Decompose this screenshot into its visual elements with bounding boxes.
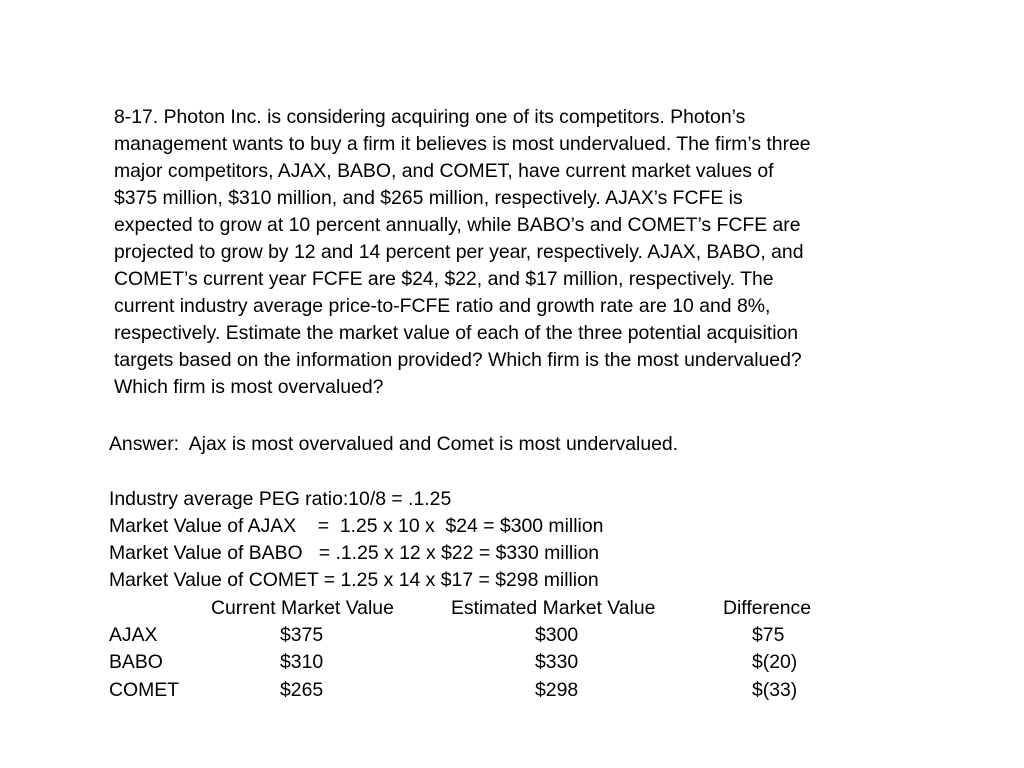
answer-summary: Answer: Ajax is most overvalued and Comet is most undervalued. bbox=[109, 433, 679, 455]
answer-block bbox=[109, 431, 812, 704]
calc-line: Market Value of AJAX = 1.25 x 10 x $24 = $300 million bbox=[109, 514, 604, 537]
column-header-estimated: Estimated Market Value bbox=[451, 596, 656, 619]
calc-line: Market Value of BABO = .1.25 x 12 x $22 = $330 million bbox=[109, 542, 600, 565]
question-line: Which firm is most overvalued? bbox=[114, 376, 384, 398]
firm-name: COMET bbox=[109, 678, 180, 701]
difference-value: $75 bbox=[752, 624, 785, 647]
difference-value: $(33) bbox=[752, 678, 798, 701]
firm-name: BABO bbox=[109, 651, 163, 674]
column-header-difference: Difference bbox=[723, 596, 812, 619]
difference-value: $(20) bbox=[752, 651, 798, 674]
table-row bbox=[109, 649, 798, 676]
question-line: 8-17. Photon Inc. is considering acquiring one of its competitors. Photon’s bbox=[114, 106, 746, 128]
question-line: $375 million, $310 million, and $265 million, respectively. AJAX’s FCFE is bbox=[114, 187, 743, 209]
question-line: projected to grow by 12 and 14 percent per year, respectively. AJAX, BABO, and bbox=[114, 241, 804, 263]
question-text bbox=[114, 104, 944, 401]
table-header-row bbox=[109, 595, 812, 622]
question-line: respectively. Estimate the market value of each of the three potential acquisition bbox=[114, 322, 799, 344]
estimated-value: $300 bbox=[535, 624, 579, 647]
estimated-value: $298 bbox=[535, 678, 579, 701]
table-row bbox=[109, 677, 798, 704]
calc-line: Industry average PEG ratio:10/8 = .1.25 bbox=[109, 487, 452, 510]
current-value: $265 bbox=[280, 678, 324, 701]
column-header-current: Current Market Value bbox=[211, 596, 394, 619]
blank-line bbox=[109, 458, 678, 485]
calc-line: Market Value of COMET = 1.25 x 14 x $17 = $298 million bbox=[109, 569, 599, 592]
current-value: $310 bbox=[280, 651, 324, 674]
question-line: management wants to buy a firm it believes is most undervalued. The firm’s three bbox=[114, 133, 811, 155]
question-line: COMET’s current year FCFE are $24, $22, and $17 million, respectively. The bbox=[114, 268, 774, 290]
estimated-value: $330 bbox=[535, 651, 579, 674]
current-value: $375 bbox=[280, 624, 324, 647]
table-row bbox=[109, 622, 785, 649]
question-line: targets based on the information provided? Which firm is the most undervalued? bbox=[114, 349, 802, 371]
question-line: expected to grow at 10 percent annually, while BABO’s and COMET’s FCFE are bbox=[114, 214, 801, 236]
question-line: current industry average price-to-FCFE ratio and growth rate are 10 and 8%, bbox=[114, 295, 771, 317]
question-line: major competitors, AJAX, BABO, and COMET, have current market values of bbox=[114, 160, 774, 182]
firm-name: AJAX bbox=[109, 624, 158, 647]
